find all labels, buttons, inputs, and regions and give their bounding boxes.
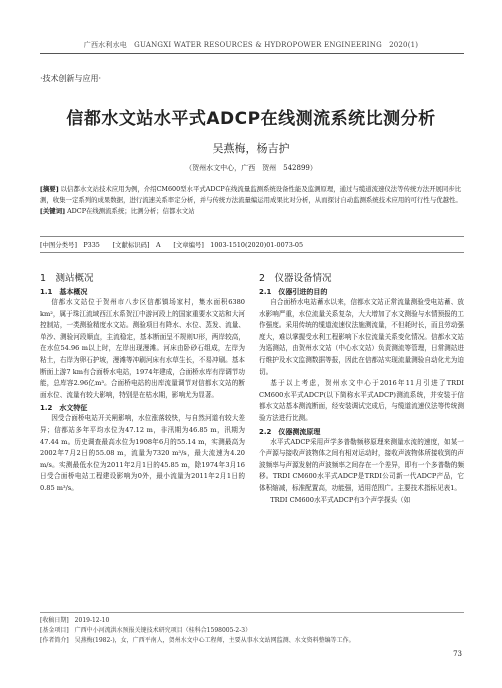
right-column — [259, 270, 464, 506]
keywords-label: [关键词] — [40, 207, 66, 215]
affiliation: （贺州水文中心，广西 贺州 542899） — [185, 164, 317, 172]
keywords-text: ADCP在线测流系统；比测分析；信都水文站 — [67, 207, 195, 215]
meta-rule-top — [40, 236, 464, 237]
article-title: 信都水文站水平式ADCP在线测流系统比测分析 — [66, 109, 436, 129]
subsection-heading-2-1: 2.1 仪器引进的目的 — [259, 288, 328, 296]
abstract-block — [40, 184, 464, 217]
footnote-funding: [基金项目] 广西中小河流洪水预报关键技术研究项目（桂科合1598005-2-3） — [40, 627, 252, 634]
footnote-received: [收稿日期] 2019-12-10 — [40, 617, 110, 624]
meta-rule-bottom — [40, 252, 464, 253]
subsection-heading-1-1: 1.1 基本概况 — [40, 288, 88, 296]
abstract-label: [摘要] — [40, 185, 59, 193]
left-column — [40, 270, 245, 495]
paragraph-purpose: 自合面桥水电站蓄水以来，信都水文站正常流量测验受电站蓄、放水影响严重，水位流量关系复杂，大大增加了水文测验与水情预报的工作强度。采用传统的缆道流速仪法施测流量，不但耗时长，而且劳动强度大，难以掌握受水利工程影响下水位流量关系变化情况。信都水文站为巡测站，由贺州水文站（中心水文站）负责测流等管理，日常测站进行维护及水文监测数据等报，因此在信都站实现流量测验自动化尤为迫切。 — [259, 298, 464, 376]
paragraph-probes: TRDI CM600水平式ADCP有3个声学探头（如 — [270, 495, 411, 504]
running-header: 广西水利水电 GUANGXI WATER RESOURCES & HYDROPOWER ENGINEERING 2020(1) — [83, 41, 419, 49]
subsection-heading-1-2: 1.2 水文特征 — [40, 404, 88, 413]
section-heading-1: 1 测站概况 — [40, 273, 94, 284]
footnote-rule — [40, 612, 464, 613]
abstract-text: 以信都水文站技术应用为例，介绍CM600型水平式ADCP在线流量监测系统设备性能及监测原理，通过与缆道流速仪法等传统方法开展同步比测，收集一定系列的成果数据，进行流速关系率定分析，并与传统方法流量编运用成果比对分析，从而探讨自动监测系统技术应用的可行性与优越性。 — [40, 185, 462, 204]
section-heading-2: 2 仪器设备情况 — [259, 273, 332, 284]
subsection-heading-2-2: 2.2 仪器测流原理 — [259, 427, 321, 436]
paragraph-station-overview: 信都水文站位于贺州市八步区信都镇场家村，集水面积6380 km²，属于珠江流域西江水系贺江中游河段上的国家重要水文站和大河控制站，一类测验精度水文站。测验项目有降水、水位、蒸发、流量、单沙、测验河段顺直，主流稳定，基本断面呈不规则U形，两岸较高，在水位54.96 m以上时，左岸出现漫滩。河床由卧砂石组成，左岸为粘土，右岸为卵石护坡，漫滩等冲刷河床有水草生长，不易冲刷。基本断面上游7 km有合面桥水电站，1974年建成，合面桥水库有岸调节功能，总库容2.96亿m³。合面桥电站的出库流量调节对信都水文站的断面水位、流量有较大影响，特别是在枯水期，影响尤为显著。 — [40, 298, 245, 399]
classification-line: [中图分类号] P335 [文献标识码] A [文章编号] 1003-1510(2020)01-0073-05 — [40, 241, 304, 249]
author-line: 吴燕梅，杨吉护 — [212, 142, 290, 155]
page-number: 73 — [453, 650, 462, 658]
paragraph-hydrology: 因受合面桥电站开关闸影响，水位涨落较快，与自然河道有较大差异；信都站多年平均水位为47.12 m，非汛期为46.85 m，汛期为47.44 m。历史调查最高水位为1908年6月的55.14 m，实测最高为2002年7月2日的55.08 m，流量为7320 m³/s，最大流速为4.20 m/s。实测最低水位为2011年2月1日的45.85 m，除1974年3月16日受合面桥电站工程建设影响为0外，最小流量为2011年2月1日的0.85 m³/s。 — [40, 414, 245, 492]
paragraph-introduction: 基于以上考虑，贺州水文中心于2016年11月引进了TRDI CM600水平式ADCP(以下简称水平式ADCP)测流系统，并安装于信都水文站基本测流断面，经安装调试完成后，与缆道流速仪法等传统测验方法进行比测。 — [259, 379, 464, 422]
footnote-author-bio: [作者简介] 吴燕梅(1982-)，女，广西平南人，贺州水文中心工程师，主要从事水文站网监测、水文资料整编等工作。 — [40, 637, 355, 644]
header-rule — [40, 53, 464, 54]
section-tag: ·技术创新与应用· — [40, 74, 102, 83]
paragraph-principle: 水平式ADCP采用声学多普勒频移原理来测量水流的速度，如某一个声源与接收声波物体之间有相对运动时，接收声波物体所接收到的声波频率与声源发射的声波频率之间存在一个差异，即有一个多普勒的频移。TRDI CM600水平式ADCP是TRDI公司新一代ADCP产品，它体积缩减，标准配置高，功能强，适用范围广。主要技术指标见表1。 — [259, 437, 464, 492]
